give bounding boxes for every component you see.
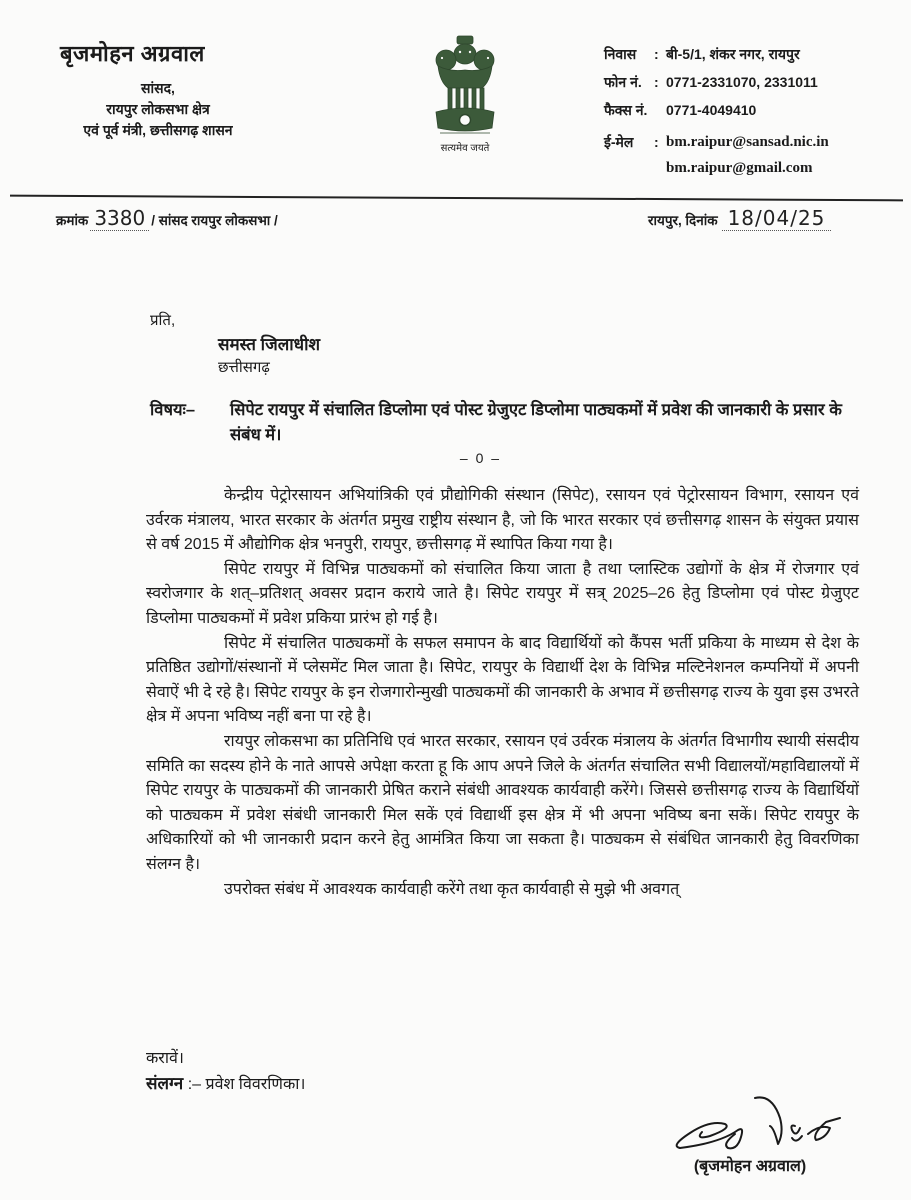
residence-value: बी-5/1, शंकर नगर, रायपुर (666, 45, 800, 62)
sender-designation-1: सांसद, (141, 80, 175, 96)
fax-value: 0771-4049410 (666, 102, 757, 118)
sender-designation-3: एवं पूर्व मंत्री, छत्तीसगढ़ शासन (83, 122, 233, 138)
emblem-motto: सत्यमेव जयते (440, 143, 490, 154)
body-paragraph: उपरोक्त संबंध में आवश्यक कार्यवाही करेंगे तथा कृत कार्यवाही से मुझे भी अवगत् (224, 880, 680, 898)
contact-fax (604, 96, 829, 124)
signatory-name: (बृजमोहन अग्रवाल) (693, 1158, 807, 1175)
ashoka-emblem-icon (430, 32, 500, 140)
letterhead-sender (58, 38, 258, 141)
reference-number: 3380 (90, 206, 149, 231)
attachment-separator: :– (187, 1076, 202, 1093)
attachment-line (146, 1072, 306, 1097)
recipient-line-1: समस्त जिलाधीश (218, 335, 321, 354)
attachment-label: संलग्न (146, 1074, 184, 1093)
email-secondary: bm.raipur@gmail.com (666, 159, 813, 176)
body-paragraph: केन्द्रीय पेट्रोरसायन अभियांत्रिकी एवं प्रौद्योगिकी संस्थान (सिपेट), रसायन एवं पेट्रोरसायन विभाग, रसायन एवं उर्वरक मंत्रालय, भारत सरकार के अंतर्गत प्रमुख राष्ट्रीय संस्थान है, जो कि भारत सरकार एवं छत्तीसगढ़ शासन के संयुक्त प्रयास से वर्ष 2015 में औद्योगिक क्षेत्र भनपुरी, रायपुर, छत्तीसगढ़ में स्थापित किया गया है। (146, 487, 859, 554)
reference-suffix: / सांसद रायपुर लोकसभा / (151, 213, 278, 228)
date-label: रायपुर, दिनांक (648, 213, 718, 228)
phone-value: 0771-2331070, 2331011 (666, 74, 818, 90)
email-primary: bm.raipur@sansad.nic.in (666, 133, 829, 150)
state-emblem (420, 32, 510, 154)
contact-residence (604, 40, 829, 68)
body-paragraph: सिपेट में संचालित पाठ्यकमों के सफल समापन के बाद विद्यार्थियों को कैंपस भर्ती प्रकिया के माध्यम से देश के प्रतिष्ठित उद्योगों/संस्थानों में प्लेसमेंट मिल जाता है। सिपेट, रायपुर के विद्यार्थी देश के विभिन्न मल्टिनेशनल कम्पनियों में अपनी सेवाऐं भी दे रहे है। सिपेट रायपुर के इन रोजगारोन्मुखी पाठ्यकमों की जानकारी के अभाव में छत्तीसगढ़ राज्य के युवा इस उभरते क्षेत्र में अपना भविष्य नहीं बना पा रहे है। (146, 634, 859, 726)
recipient-block (218, 333, 320, 379)
letterhead-divider (10, 195, 903, 202)
subject-label: विषयः– (150, 401, 196, 419)
subject-block (150, 398, 870, 448)
body-closing: करावें। (146, 1050, 184, 1067)
signature-block (630, 1088, 870, 1176)
separator: : (654, 46, 659, 62)
attachment-value: प्रवेश विवरणिका। (205, 1076, 306, 1093)
body-paragraph: रायपुर लोकसभा का प्रतिनिधि एवं भारत सरकार, रसायन एवं उर्वरक मंत्रालय के अंतर्गत विभागीय स्थायी संसदीय समिति का सदस्य होने के नाते आपसे अपेक्षा करता हू कि आप अपने जिले के अंतर्गत संचालित सभी विद्यालयों/महाविद्यालयों में सिपेट रायपुर के पाठ्यकमों की जानकारी प्रेषित कराने संबंधी आवश्यक कार्यवाही करेंगे। जिससे छत्तीसगढ़ राज्य के विद्यार्थियों को पाठ्यकम में प्रवेश संबंधी जानकारी मिल सकें एवं विद्यार्थी इस क्षेत्र में भी अपना भविष्य बना सकें। सिपेट रायपुर के अधिकारियों को भी जानकारी प्रदान करने हेतु आमंत्रित किया जा सकता है। पाठ्यकम से संबंधित जानकारी हेतु विवरणिका संलग्न है। (146, 732, 859, 873)
letter-body (146, 484, 859, 902)
contact-email (604, 128, 829, 156)
separator: : (654, 134, 659, 150)
contact-phone (604, 68, 829, 96)
recipient-line-2: छत्तीसगढ़ (218, 359, 270, 376)
reference-line (56, 206, 278, 231)
reference-label: क्रमांक (56, 213, 89, 228)
separator: : (654, 74, 659, 90)
subject-divider: – 0 – (459, 450, 502, 466)
date-line (648, 206, 831, 231)
residence-label: निवास (604, 45, 637, 62)
email-label: ई-मेल (604, 133, 634, 150)
sender-designation-2: रायपुर लोकसभा क्षेत्र (106, 101, 210, 117)
phone-label: फोन नं. (604, 73, 642, 90)
fax-label: फैक्स नं. (604, 101, 648, 118)
letterhead-contact (604, 40, 829, 180)
handwritten-signature (650, 1088, 850, 1158)
sender-name: बृजमोहन अग्रवाल (60, 41, 205, 66)
subject-text: सिपेट रायपुर में संचालित डिप्लोमा एवं पोस्ट ग्रेजुएट डिप्लोमा पाठ्यकमों में प्रवेश की जानकारी के प्रसार के संबंध में। (230, 401, 842, 444)
contact-email-secondary (604, 156, 829, 180)
body-paragraph: सिपेट रायपुर में विभिन्न पाठ्यकमों को संचालित किया जाता है तथा प्लास्टिक उद्योगों के क्षेत्र में रोजगार एवं स्वरोजगार के शत्–प्रतिशत् अवसर प्रदान कराये जाते है। सिपेट रायपुर में सत्र् 2025–26 हेतु डिप्लोमा एवं पोस्ट ग्रेजुएट डिप्लोमा पाठ्यकमों में प्रवेश प्रकिया प्रारंभ हो गई है। (146, 560, 859, 627)
date-value: 18/04/25 (722, 206, 832, 231)
salutation: प्रति, (150, 312, 176, 329)
